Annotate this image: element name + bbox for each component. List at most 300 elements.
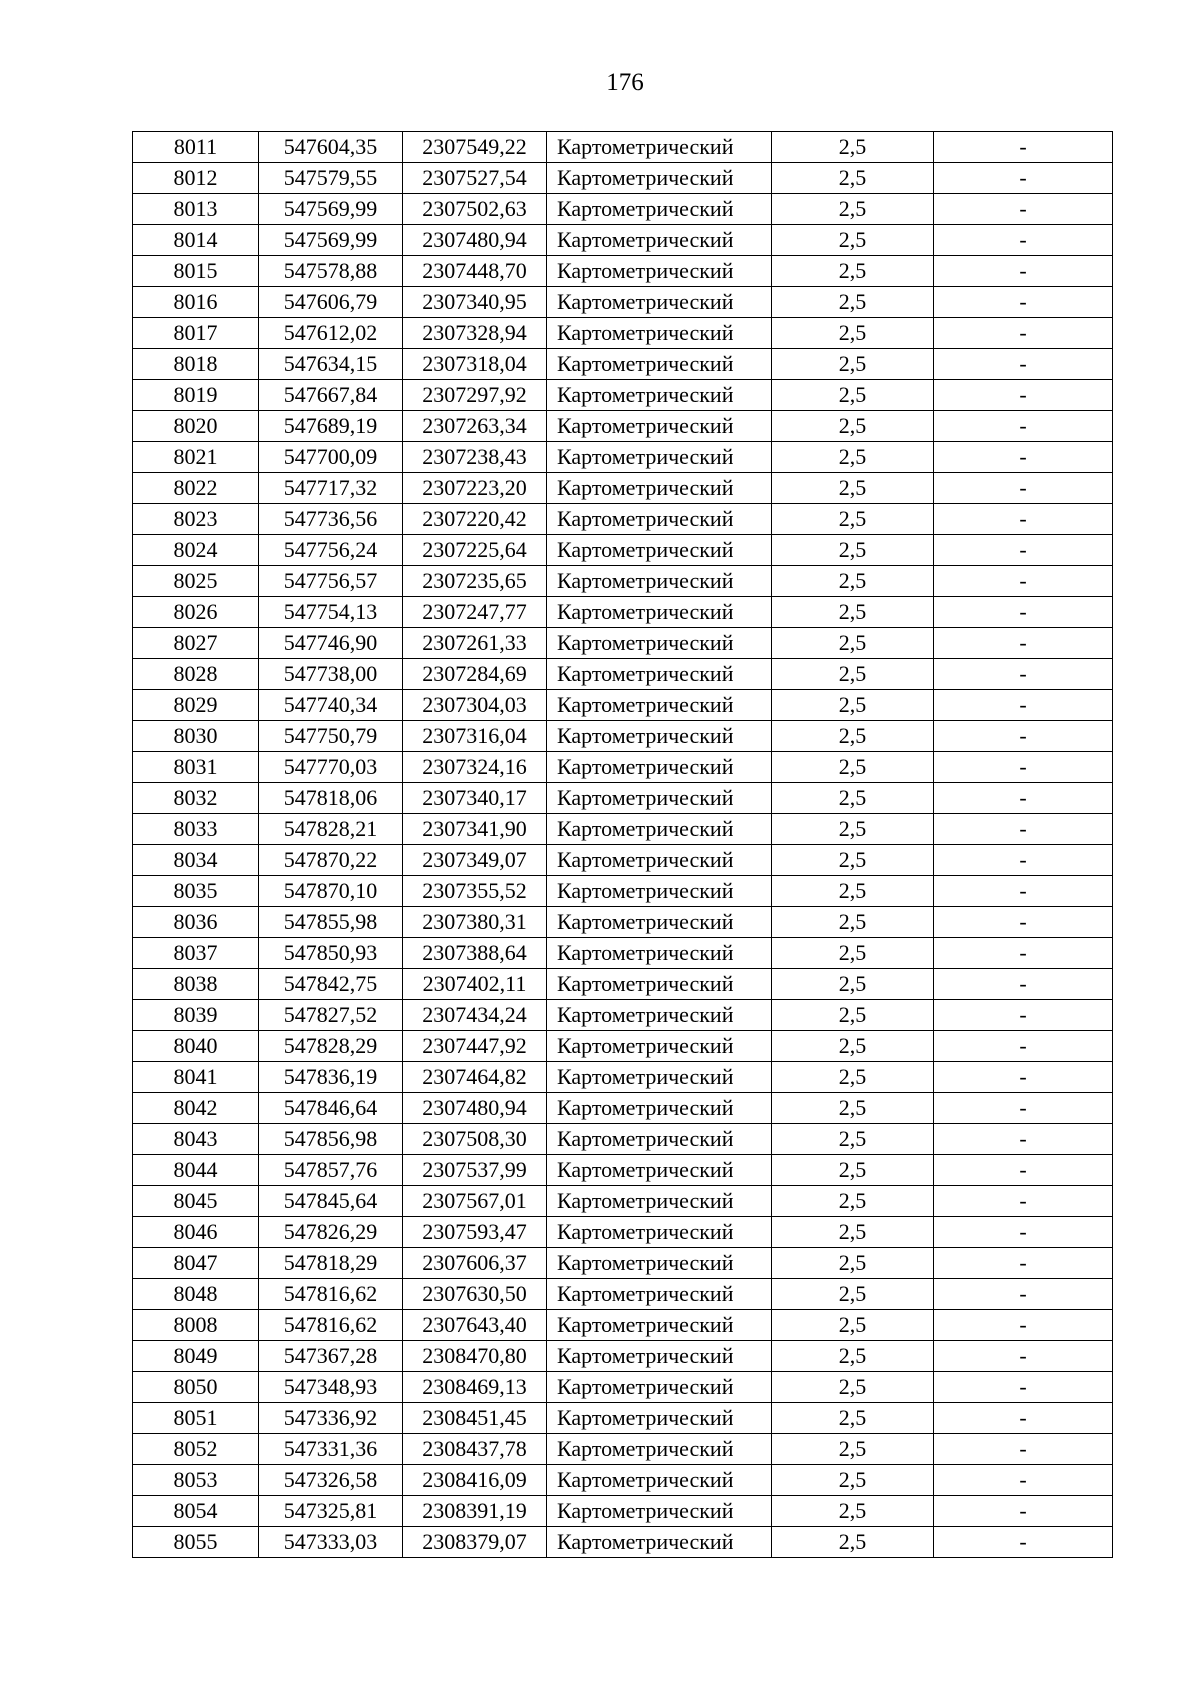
x-coordinate-cell: 547818,06 xyxy=(259,783,403,814)
accuracy-cell: 2,5 xyxy=(772,535,934,566)
table-row xyxy=(133,1372,1113,1403)
y-coordinate-cell: 2307480,94 xyxy=(403,1093,547,1124)
method-cell: Картометрический xyxy=(547,194,772,225)
method-cell: Картометрический xyxy=(547,1000,772,1031)
note-cell: - xyxy=(934,504,1113,535)
method-cell: Картометрический xyxy=(547,163,772,194)
method-cell: Картометрический xyxy=(547,535,772,566)
x-coordinate-cell: 547736,56 xyxy=(259,504,403,535)
accuracy-cell: 2,5 xyxy=(772,163,934,194)
point-number-cell: 8047 xyxy=(133,1248,259,1279)
y-coordinate-cell: 2308469,13 xyxy=(403,1372,547,1403)
table-row xyxy=(133,1031,1113,1062)
x-coordinate-cell: 547667,84 xyxy=(259,380,403,411)
note-cell: - xyxy=(934,1310,1113,1341)
point-number-cell: 8046 xyxy=(133,1217,259,1248)
y-coordinate-cell: 2308470,80 xyxy=(403,1341,547,1372)
y-coordinate-cell: 2307448,70 xyxy=(403,256,547,287)
x-coordinate-cell: 547842,75 xyxy=(259,969,403,1000)
y-coordinate-cell: 2307593,47 xyxy=(403,1217,547,1248)
point-number-cell: 8039 xyxy=(133,1000,259,1031)
method-cell: Картометрический xyxy=(547,1310,772,1341)
y-coordinate-cell: 2307328,94 xyxy=(403,318,547,349)
y-coordinate-cell: 2307388,64 xyxy=(403,938,547,969)
point-number-cell: 8040 xyxy=(133,1031,259,1062)
accuracy-cell: 2,5 xyxy=(772,1496,934,1527)
table-row xyxy=(133,1403,1113,1434)
x-coordinate-cell: 547870,10 xyxy=(259,876,403,907)
method-cell: Картометрический xyxy=(547,318,772,349)
y-coordinate-cell: 2307508,30 xyxy=(403,1124,547,1155)
y-coordinate-cell: 2307349,07 xyxy=(403,845,547,876)
y-coordinate-cell: 2307220,42 xyxy=(403,504,547,535)
accuracy-cell: 2,5 xyxy=(772,411,934,442)
x-coordinate-cell: 547333,03 xyxy=(259,1527,403,1558)
accuracy-cell: 2,5 xyxy=(772,349,934,380)
note-cell: - xyxy=(934,721,1113,752)
table-row xyxy=(133,349,1113,380)
method-cell: Картометрический xyxy=(547,1372,772,1403)
method-cell: Картометрический xyxy=(547,1279,772,1310)
note-cell: - xyxy=(934,225,1113,256)
note-cell: - xyxy=(934,318,1113,349)
method-cell: Картометрический xyxy=(547,504,772,535)
y-coordinate-cell: 2307527,54 xyxy=(403,163,547,194)
y-coordinate-cell: 2307225,64 xyxy=(403,535,547,566)
point-number-cell: 8051 xyxy=(133,1403,259,1434)
point-number-cell: 8048 xyxy=(133,1279,259,1310)
table-row xyxy=(133,814,1113,845)
note-cell: - xyxy=(934,1248,1113,1279)
method-cell: Картометрический xyxy=(547,132,772,163)
accuracy-cell: 2,5 xyxy=(772,876,934,907)
note-cell: - xyxy=(934,411,1113,442)
x-coordinate-cell: 547826,29 xyxy=(259,1217,403,1248)
note-cell: - xyxy=(934,1403,1113,1434)
point-number-cell: 8013 xyxy=(133,194,259,225)
point-number-cell: 8022 xyxy=(133,473,259,504)
note-cell: - xyxy=(934,690,1113,721)
accuracy-cell: 2,5 xyxy=(772,690,934,721)
x-coordinate-cell: 547828,29 xyxy=(259,1031,403,1062)
x-coordinate-cell: 547738,00 xyxy=(259,659,403,690)
accuracy-cell: 2,5 xyxy=(772,969,934,1000)
accuracy-cell: 2,5 xyxy=(772,287,934,318)
accuracy-cell: 2,5 xyxy=(772,1310,934,1341)
method-cell: Картометрический xyxy=(547,1186,772,1217)
x-coordinate-cell: 547836,19 xyxy=(259,1062,403,1093)
method-cell: Картометрический xyxy=(547,938,772,969)
method-cell: Картометрический xyxy=(547,783,772,814)
table-row xyxy=(133,442,1113,473)
point-number-cell: 8034 xyxy=(133,845,259,876)
accuracy-cell: 2,5 xyxy=(772,1248,934,1279)
x-coordinate-cell: 547606,79 xyxy=(259,287,403,318)
accuracy-cell: 2,5 xyxy=(772,783,934,814)
note-cell: - xyxy=(934,938,1113,969)
y-coordinate-cell: 2307238,43 xyxy=(403,442,547,473)
y-coordinate-cell: 2307380,31 xyxy=(403,907,547,938)
y-coordinate-cell: 2307537,99 xyxy=(403,1155,547,1186)
table-row xyxy=(133,504,1113,535)
table-row xyxy=(133,194,1113,225)
x-coordinate-cell: 547569,99 xyxy=(259,225,403,256)
note-cell: - xyxy=(934,1031,1113,1062)
point-number-cell: 8028 xyxy=(133,659,259,690)
x-coordinate-cell: 547816,62 xyxy=(259,1279,403,1310)
point-number-cell: 8045 xyxy=(133,1186,259,1217)
y-coordinate-cell: 2307316,04 xyxy=(403,721,547,752)
accuracy-cell: 2,5 xyxy=(772,659,934,690)
y-coordinate-cell: 2307340,17 xyxy=(403,783,547,814)
method-cell: Картометрический xyxy=(547,1341,772,1372)
point-number-cell: 8019 xyxy=(133,380,259,411)
y-coordinate-cell: 2307464,82 xyxy=(403,1062,547,1093)
method-cell: Картометрический xyxy=(547,907,772,938)
table-row xyxy=(133,721,1113,752)
y-coordinate-cell: 2307261,33 xyxy=(403,628,547,659)
table-row xyxy=(133,1093,1113,1124)
y-coordinate-cell: 2307341,90 xyxy=(403,814,547,845)
method-cell: Картометрический xyxy=(547,1093,772,1124)
accuracy-cell: 2,5 xyxy=(772,504,934,535)
y-coordinate-cell: 2307502,63 xyxy=(403,194,547,225)
note-cell: - xyxy=(934,1000,1113,1031)
x-coordinate-cell: 547612,02 xyxy=(259,318,403,349)
note-cell: - xyxy=(934,969,1113,1000)
y-coordinate-cell: 2307223,20 xyxy=(403,473,547,504)
table-row xyxy=(133,163,1113,194)
method-cell: Картометрический xyxy=(547,628,772,659)
table-row xyxy=(133,659,1113,690)
table-row xyxy=(133,628,1113,659)
coordinates-table-body xyxy=(133,132,1113,1558)
point-number-cell: 8035 xyxy=(133,876,259,907)
note-cell: - xyxy=(934,876,1113,907)
point-number-cell: 8042 xyxy=(133,1093,259,1124)
note-cell: - xyxy=(934,132,1113,163)
x-coordinate-cell: 547336,92 xyxy=(259,1403,403,1434)
accuracy-cell: 2,5 xyxy=(772,1279,934,1310)
note-cell: - xyxy=(934,473,1113,504)
point-number-cell: 8052 xyxy=(133,1434,259,1465)
table-row xyxy=(133,1496,1113,1527)
method-cell: Картометрический xyxy=(547,1434,772,1465)
x-coordinate-cell: 547857,76 xyxy=(259,1155,403,1186)
y-coordinate-cell: 2307263,34 xyxy=(403,411,547,442)
y-coordinate-cell: 2308437,78 xyxy=(403,1434,547,1465)
x-coordinate-cell: 547750,79 xyxy=(259,721,403,752)
table-row xyxy=(133,1279,1113,1310)
point-number-cell: 8049 xyxy=(133,1341,259,1372)
table-row xyxy=(133,1465,1113,1496)
accuracy-cell: 2,5 xyxy=(772,814,934,845)
table-row xyxy=(133,287,1113,318)
table-row xyxy=(133,845,1113,876)
accuracy-cell: 2,5 xyxy=(772,132,934,163)
note-cell: - xyxy=(934,535,1113,566)
table-row xyxy=(133,473,1113,504)
y-coordinate-cell: 2307247,77 xyxy=(403,597,547,628)
y-coordinate-cell: 2307567,01 xyxy=(403,1186,547,1217)
accuracy-cell: 2,5 xyxy=(772,1434,934,1465)
table-row xyxy=(133,1124,1113,1155)
point-number-cell: 8036 xyxy=(133,907,259,938)
method-cell: Картометрический xyxy=(547,566,772,597)
method-cell: Картометрический xyxy=(547,721,772,752)
accuracy-cell: 2,5 xyxy=(772,721,934,752)
y-coordinate-cell: 2307643,40 xyxy=(403,1310,547,1341)
accuracy-cell: 2,5 xyxy=(772,938,934,969)
point-number-cell: 8043 xyxy=(133,1124,259,1155)
method-cell: Картометрический xyxy=(547,752,772,783)
accuracy-cell: 2,5 xyxy=(772,1465,934,1496)
x-coordinate-cell: 547756,57 xyxy=(259,566,403,597)
note-cell: - xyxy=(934,597,1113,628)
x-coordinate-cell: 547855,98 xyxy=(259,907,403,938)
point-number-cell: 8033 xyxy=(133,814,259,845)
accuracy-cell: 2,5 xyxy=(772,1000,934,1031)
x-coordinate-cell: 547756,24 xyxy=(259,535,403,566)
y-coordinate-cell: 2307480,94 xyxy=(403,225,547,256)
x-coordinate-cell: 547746,90 xyxy=(259,628,403,659)
accuracy-cell: 2,5 xyxy=(772,1372,934,1403)
x-coordinate-cell: 547818,29 xyxy=(259,1248,403,1279)
point-number-cell: 8024 xyxy=(133,535,259,566)
y-coordinate-cell: 2307340,95 xyxy=(403,287,547,318)
accuracy-cell: 2,5 xyxy=(772,1062,934,1093)
note-cell: - xyxy=(934,752,1113,783)
table-row xyxy=(133,1341,1113,1372)
x-coordinate-cell: 547331,36 xyxy=(259,1434,403,1465)
point-number-cell: 8050 xyxy=(133,1372,259,1403)
point-number-cell: 8011 xyxy=(133,132,259,163)
x-coordinate-cell: 547325,81 xyxy=(259,1496,403,1527)
table-row xyxy=(133,969,1113,1000)
accuracy-cell: 2,5 xyxy=(772,380,934,411)
accuracy-cell: 2,5 xyxy=(772,1124,934,1155)
x-coordinate-cell: 547367,28 xyxy=(259,1341,403,1372)
note-cell: - xyxy=(934,1465,1113,1496)
method-cell: Картометрический xyxy=(547,1248,772,1279)
y-coordinate-cell: 2308391,19 xyxy=(403,1496,547,1527)
method-cell: Картометрический xyxy=(547,287,772,318)
method-cell: Картометрический xyxy=(547,690,772,721)
table-row xyxy=(133,256,1113,287)
point-number-cell: 8038 xyxy=(133,969,259,1000)
x-coordinate-cell: 547689,19 xyxy=(259,411,403,442)
table-row xyxy=(133,1527,1113,1558)
table-row xyxy=(133,1434,1113,1465)
table-row xyxy=(133,1062,1113,1093)
x-coordinate-cell: 547754,13 xyxy=(259,597,403,628)
point-number-cell: 8037 xyxy=(133,938,259,969)
y-coordinate-cell: 2307284,69 xyxy=(403,659,547,690)
x-coordinate-cell: 547578,88 xyxy=(259,256,403,287)
accuracy-cell: 2,5 xyxy=(772,1341,934,1372)
note-cell: - xyxy=(934,566,1113,597)
table-row xyxy=(133,1217,1113,1248)
table-row xyxy=(133,318,1113,349)
method-cell: Картометрический xyxy=(547,1124,772,1155)
note-cell: - xyxy=(934,907,1113,938)
table-row xyxy=(133,566,1113,597)
note-cell: - xyxy=(934,163,1113,194)
table-row xyxy=(133,907,1113,938)
note-cell: - xyxy=(934,1217,1113,1248)
y-coordinate-cell: 2307355,52 xyxy=(403,876,547,907)
x-coordinate-cell: 547604,35 xyxy=(259,132,403,163)
point-number-cell: 8041 xyxy=(133,1062,259,1093)
point-number-cell: 8032 xyxy=(133,783,259,814)
y-coordinate-cell: 2308416,09 xyxy=(403,1465,547,1496)
note-cell: - xyxy=(934,1155,1113,1186)
point-number-cell: 8014 xyxy=(133,225,259,256)
y-coordinate-cell: 2307606,37 xyxy=(403,1248,547,1279)
point-number-cell: 8008 xyxy=(133,1310,259,1341)
accuracy-cell: 2,5 xyxy=(772,1155,934,1186)
point-number-cell: 8017 xyxy=(133,318,259,349)
note-cell: - xyxy=(934,194,1113,225)
point-number-cell: 8026 xyxy=(133,597,259,628)
table-row xyxy=(133,752,1113,783)
note-cell: - xyxy=(934,380,1113,411)
note-cell: - xyxy=(934,1093,1113,1124)
accuracy-cell: 2,5 xyxy=(772,256,934,287)
point-number-cell: 8030 xyxy=(133,721,259,752)
point-number-cell: 8021 xyxy=(133,442,259,473)
accuracy-cell: 2,5 xyxy=(772,318,934,349)
table-row xyxy=(133,225,1113,256)
accuracy-cell: 2,5 xyxy=(772,225,934,256)
note-cell: - xyxy=(934,659,1113,690)
page-number: 176 xyxy=(606,69,644,96)
accuracy-cell: 2,5 xyxy=(772,566,934,597)
method-cell: Картометрический xyxy=(547,225,772,256)
method-cell: Картометрический xyxy=(547,659,772,690)
table-row xyxy=(133,690,1113,721)
point-number-cell: 8044 xyxy=(133,1155,259,1186)
table-row xyxy=(133,1155,1113,1186)
y-coordinate-cell: 2307297,92 xyxy=(403,380,547,411)
point-number-cell: 8031 xyxy=(133,752,259,783)
point-number-cell: 8027 xyxy=(133,628,259,659)
x-coordinate-cell: 547326,58 xyxy=(259,1465,403,1496)
accuracy-cell: 2,5 xyxy=(772,473,934,504)
table-row xyxy=(133,938,1113,969)
accuracy-cell: 2,5 xyxy=(772,194,934,225)
x-coordinate-cell: 547870,22 xyxy=(259,845,403,876)
accuracy-cell: 2,5 xyxy=(772,442,934,473)
point-number-cell: 8029 xyxy=(133,690,259,721)
coordinates-table xyxy=(132,131,1113,1558)
note-cell: - xyxy=(934,1279,1113,1310)
point-number-cell: 8020 xyxy=(133,411,259,442)
point-number-cell: 8018 xyxy=(133,349,259,380)
y-coordinate-cell: 2307304,03 xyxy=(403,690,547,721)
x-coordinate-cell: 547827,52 xyxy=(259,1000,403,1031)
accuracy-cell: 2,5 xyxy=(772,1093,934,1124)
note-cell: - xyxy=(934,783,1113,814)
accuracy-cell: 2,5 xyxy=(772,1527,934,1558)
x-coordinate-cell: 547740,34 xyxy=(259,690,403,721)
note-cell: - xyxy=(934,845,1113,876)
x-coordinate-cell: 547634,15 xyxy=(259,349,403,380)
point-number-cell: 8015 xyxy=(133,256,259,287)
y-coordinate-cell: 2307447,92 xyxy=(403,1031,547,1062)
accuracy-cell: 2,5 xyxy=(772,1186,934,1217)
accuracy-cell: 2,5 xyxy=(772,752,934,783)
note-cell: - xyxy=(934,1434,1113,1465)
note-cell: - xyxy=(934,256,1113,287)
x-coordinate-cell: 547816,62 xyxy=(259,1310,403,1341)
table-row xyxy=(133,1310,1113,1341)
note-cell: - xyxy=(934,628,1113,659)
x-coordinate-cell: 547348,93 xyxy=(259,1372,403,1403)
note-cell: - xyxy=(934,287,1113,318)
method-cell: Картометрический xyxy=(547,442,772,473)
method-cell: Картометрический xyxy=(547,1527,772,1558)
table-row xyxy=(133,1186,1113,1217)
method-cell: Картометрический xyxy=(547,1031,772,1062)
accuracy-cell: 2,5 xyxy=(772,628,934,659)
accuracy-cell: 2,5 xyxy=(772,597,934,628)
x-coordinate-cell: 547845,64 xyxy=(259,1186,403,1217)
x-coordinate-cell: 547770,03 xyxy=(259,752,403,783)
point-number-cell: 8012 xyxy=(133,163,259,194)
method-cell: Картометрический xyxy=(547,1217,772,1248)
table-row xyxy=(133,411,1113,442)
note-cell: - xyxy=(934,1372,1113,1403)
x-coordinate-cell: 547700,09 xyxy=(259,442,403,473)
y-coordinate-cell: 2307434,24 xyxy=(403,1000,547,1031)
note-cell: - xyxy=(934,814,1113,845)
accuracy-cell: 2,5 xyxy=(772,1217,934,1248)
y-coordinate-cell: 2307549,22 xyxy=(403,132,547,163)
note-cell: - xyxy=(934,1496,1113,1527)
point-number-cell: 8054 xyxy=(133,1496,259,1527)
note-cell: - xyxy=(934,1341,1113,1372)
note-cell: - xyxy=(934,1186,1113,1217)
note-cell: - xyxy=(934,349,1113,380)
x-coordinate-cell: 547846,64 xyxy=(259,1093,403,1124)
method-cell: Картометрический xyxy=(547,1465,772,1496)
accuracy-cell: 2,5 xyxy=(772,907,934,938)
table-row xyxy=(133,1248,1113,1279)
method-cell: Картометрический xyxy=(547,349,772,380)
y-coordinate-cell: 2308379,07 xyxy=(403,1527,547,1558)
y-coordinate-cell: 2307318,04 xyxy=(403,349,547,380)
point-number-cell: 8023 xyxy=(133,504,259,535)
x-coordinate-cell: 547850,93 xyxy=(259,938,403,969)
y-coordinate-cell: 2308451,45 xyxy=(403,1403,547,1434)
accuracy-cell: 2,5 xyxy=(772,1031,934,1062)
method-cell: Картометрический xyxy=(547,969,772,1000)
method-cell: Картометрический xyxy=(547,380,772,411)
y-coordinate-cell: 2307235,65 xyxy=(403,566,547,597)
method-cell: Картометрический xyxy=(547,411,772,442)
point-number-cell: 8025 xyxy=(133,566,259,597)
note-cell: - xyxy=(934,1124,1113,1155)
method-cell: Картометрический xyxy=(547,876,772,907)
table-row xyxy=(133,876,1113,907)
x-coordinate-cell: 547569,99 xyxy=(259,194,403,225)
table-row xyxy=(133,380,1113,411)
y-coordinate-cell: 2307630,50 xyxy=(403,1279,547,1310)
x-coordinate-cell: 547828,21 xyxy=(259,814,403,845)
x-coordinate-cell: 547856,98 xyxy=(259,1124,403,1155)
note-cell: - xyxy=(934,1527,1113,1558)
